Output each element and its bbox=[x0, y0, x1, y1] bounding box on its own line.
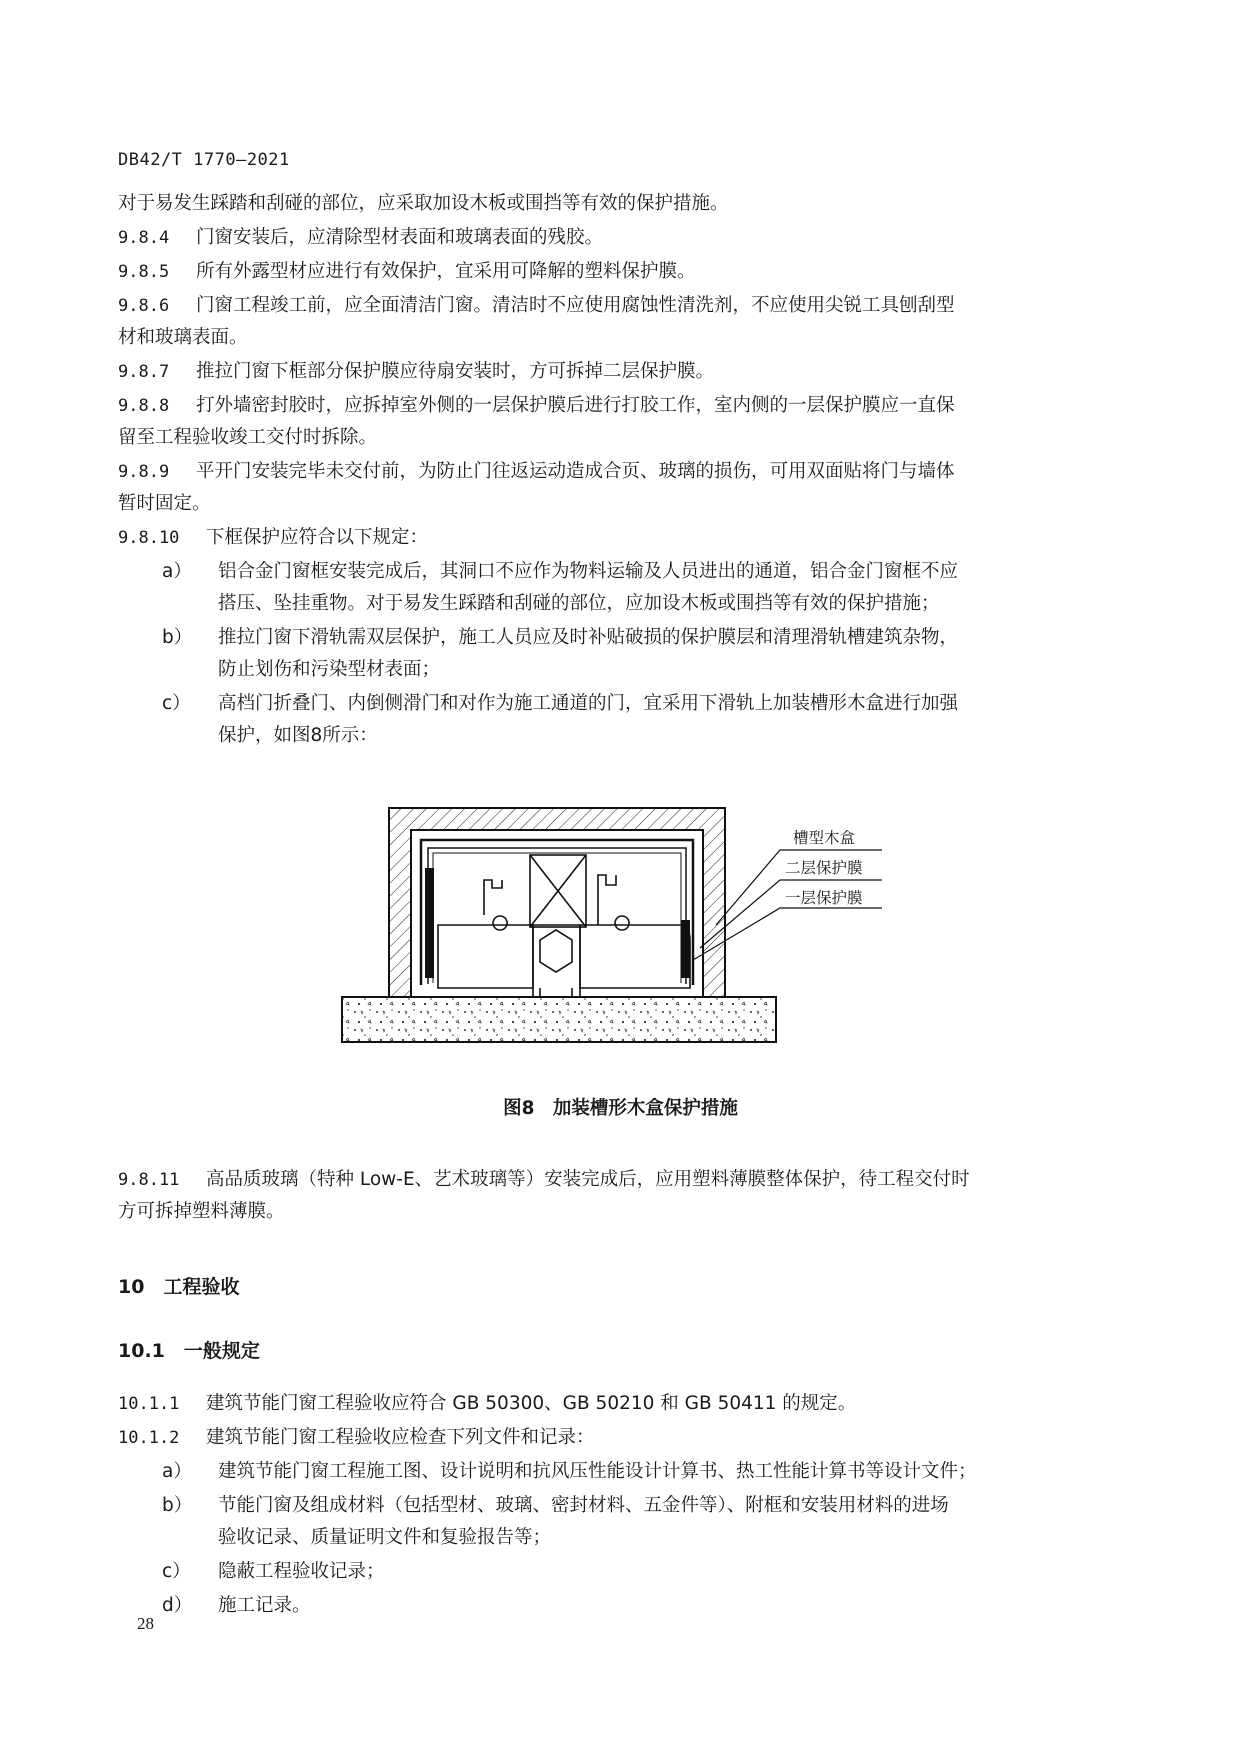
clause-text: 门窗工程竣工前，应全面清洁门窗。清洁时不应使用腐蚀性清洗剂，不应使用尖锐工具刨刮型 bbox=[196, 295, 955, 316]
concrete-slab bbox=[342, 997, 776, 1042]
list-item-d-label: d） bbox=[162, 1595, 193, 1616]
list-item-c-text: 高档门折叠门、内倒侧滑门和对作为施工通道的门，宜采用下滑轨上加装槽形木盒进行加强 bbox=[218, 693, 959, 714]
clause-number: 9.8.4 bbox=[118, 228, 170, 248]
clause-text: 建筑节能门窗工程验收应检查下列文件和记录： bbox=[206, 1427, 595, 1448]
clause-text: 下框保护应符合以下规定： bbox=[206, 527, 429, 548]
list-item-b-text-cont: 防止划伤和污染型材表面； bbox=[218, 659, 441, 680]
list-item-a-label: a） bbox=[162, 561, 192, 582]
rail-profile bbox=[438, 855, 690, 997]
clause-9-8-8 bbox=[118, 390, 1123, 422]
list-item-c-text: 隐蔽工程验收记录； bbox=[218, 1561, 385, 1582]
clause-text: 门窗安装后，应清除型材表面和玻璃表面的残胶。 bbox=[196, 227, 604, 248]
clause-number: 9.8.11 bbox=[118, 1170, 180, 1190]
clause-9-8-6-cont: 材和玻璃表面。 bbox=[118, 327, 248, 348]
list-item-c-label: c） bbox=[162, 693, 191, 714]
clause-9-8-7 bbox=[118, 356, 1123, 388]
clause-9-8-8-cont: 留至工程验收竣工交付时拆除。 bbox=[118, 427, 378, 448]
document-code: DB42/T 1770—2021 bbox=[118, 150, 290, 170]
clause-number: 9.8.7 bbox=[118, 362, 170, 382]
clause-number: 9.8.5 bbox=[118, 262, 170, 282]
list-item-b-label: b） bbox=[162, 627, 193, 648]
clause-text: 建筑节能门窗工程验收应符合 GB 50300、GB 50210 和 GB 50411 的规定。 bbox=[206, 1393, 857, 1414]
clause-number: 10.1.2 bbox=[118, 1428, 180, 1448]
clause-9-8-10 bbox=[118, 522, 1123, 554]
figure-label-first-film: 一层保护膜 bbox=[785, 889, 863, 907]
list-item-a-text: 建筑节能门窗工程施工图、设计说明和抗风压性能设计计算书、热工性能计算书等设计文件； bbox=[218, 1461, 977, 1482]
protective-films bbox=[421, 840, 693, 985]
subsection-heading: 10.1 一般规定 bbox=[118, 1340, 260, 1362]
clause-text: 打外墙密封胶时，应拆掉室外侧的一层保护膜后进行打胶工作，室内侧的一层保护膜应一直保 bbox=[196, 395, 955, 416]
section-heading: 10 工程验收 bbox=[118, 1276, 240, 1298]
clause-9-8-9-cont: 暂时固定。 bbox=[118, 493, 211, 514]
figure-label-wooden-box: 槽型木盒 bbox=[793, 829, 856, 847]
clause-line bbox=[118, 1164, 1123, 1196]
clause-10-1-1 bbox=[118, 1388, 1123, 1420]
wooden-box bbox=[389, 808, 725, 997]
list-item-c-text-cont: 保护，如图8所示： bbox=[218, 725, 378, 746]
clause-9-8-4 bbox=[118, 222, 1123, 254]
list-item-a-label: a） bbox=[162, 1461, 192, 1482]
clause-text: 所有外露型材应进行有效保护，宜采用可降解的塑料保护膜。 bbox=[196, 261, 696, 282]
continued-paragraph: 对于易发生踩踏和刮碰的部位，应采取加设木板或围挡等有效的保护措施。 bbox=[118, 193, 729, 214]
figure-label-second-film: 二层保护膜 bbox=[785, 859, 863, 877]
clause-10-1-2 bbox=[118, 1422, 1123, 1454]
clause-number: 9.8.8 bbox=[118, 396, 170, 416]
clause-text: 高品质玻璃（特种 Low-E、艺术玻璃等）安装完成后，应用塑料薄膜整体保护，待工程交付时 bbox=[206, 1169, 970, 1190]
list-item-b-text: 推拉门窗下滑轨需双层保护，施工人员应及时补贴破损的保护膜层和清理滑轨槽建筑杂物， bbox=[218, 627, 959, 648]
list-item-b-label: b） bbox=[162, 1495, 193, 1516]
list-item-b-text: 节能门窗及组成材料（包括型材、玻璃、密封材料、五金件等）、附框和安装用材料的进场 bbox=[218, 1495, 949, 1516]
clause-number: 9.8.6 bbox=[118, 296, 170, 316]
list-item-a-text-cont: 搭压、坠挂重物。对于易发生踩踏和刮碰的部位，应加设木板或围挡等有效的保护措施； bbox=[218, 593, 940, 614]
clause-9-8-5 bbox=[118, 256, 1123, 288]
clause-text: 平开门安装完毕未交付前，为防止门往返运动造成合页、玻璃的损伤，可用双面贴将门与墙体 bbox=[196, 461, 955, 482]
clause-number: 9.8.9 bbox=[118, 462, 170, 482]
clause-text: 推拉门窗下框部分保护膜应待扇安装时，方可拆掉二层保护膜。 bbox=[196, 361, 715, 382]
clause-9-8-11-cont: 方可拆掉塑料薄膜。 bbox=[118, 1201, 285, 1222]
list-item-a-text: 铝合金门窗框安装完成后，其洞口不应作为物料运输及人员进出的通道，铝合金门窗框不应 bbox=[218, 561, 959, 582]
list-item-d-text: 施工记录。 bbox=[218, 1595, 311, 1616]
clause-number: 9.8.10 bbox=[118, 528, 180, 548]
clause-number: 10.1.1 bbox=[118, 1394, 180, 1414]
list-item-c-label: c） bbox=[162, 1561, 191, 1582]
clause-9-8-6 bbox=[118, 290, 1123, 322]
page-number: 28 bbox=[137, 1614, 154, 1633]
list-item-b-text-cont: 验收记录、质量证明文件和复验报告等； bbox=[218, 1527, 552, 1548]
clause-9-8-9 bbox=[118, 456, 1123, 488]
figure-caption: 图8 加装槽形木盒保护措施 bbox=[503, 1098, 738, 1119]
